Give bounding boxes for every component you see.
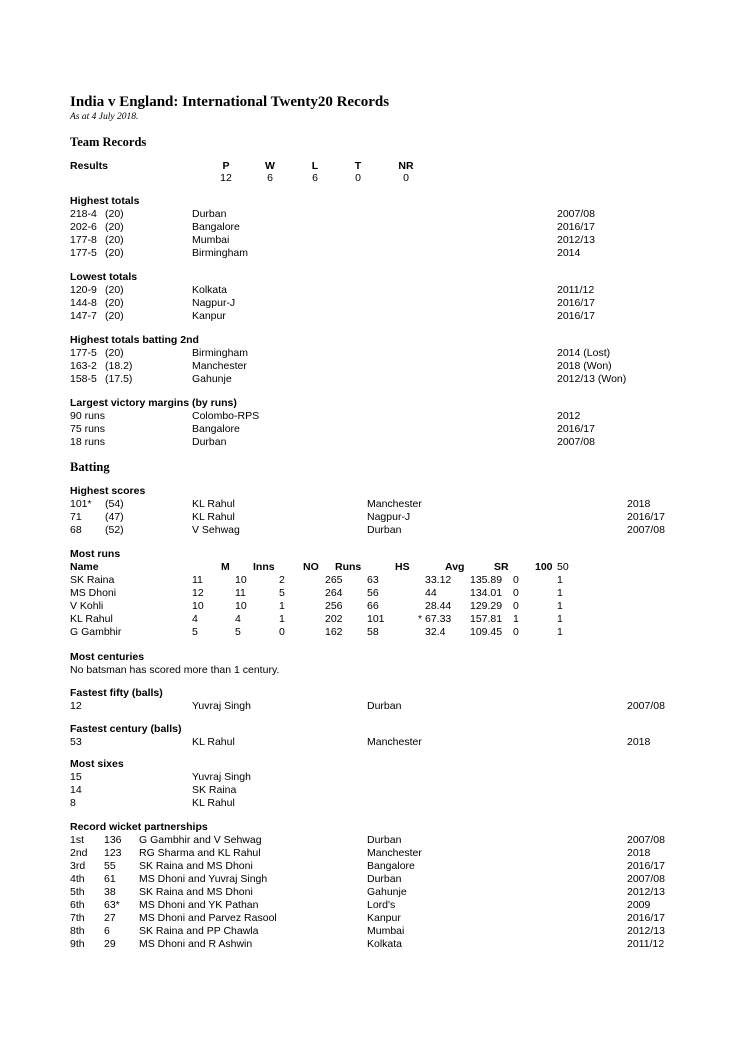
lowest-totals-heading: Lowest totals: [70, 271, 138, 283]
results-col-t: T: [354, 160, 362, 172]
venue: Colombo-RPS: [192, 410, 260, 422]
score: 68: [70, 524, 82, 536]
results-value-t: 0: [355, 172, 361, 184]
col-hs: HS: [395, 561, 410, 573]
season: 2012/13: [627, 925, 665, 937]
cell-inns: 4: [235, 613, 241, 625]
balls: (52): [105, 524, 124, 536]
results-value-nr: 0: [403, 172, 409, 184]
results-value-l: 6: [312, 172, 318, 184]
cell-inns: 10: [235, 574, 247, 586]
cell-inns: 5: [235, 626, 241, 638]
margin: 18 runs: [70, 436, 106, 448]
pair: MS Dhoni and YK Pathan: [139, 899, 259, 911]
overs: (20): [105, 247, 124, 259]
season: 2012/13 (Won): [557, 373, 627, 385]
venue: Durban: [192, 436, 227, 448]
season: 2011/12: [627, 938, 665, 950]
score: 158-5: [70, 373, 97, 385]
season: 2016/17: [557, 297, 595, 309]
pair: SK Raina and MS Dhoni: [139, 860, 253, 872]
balls: 12: [70, 700, 82, 712]
runs: 6: [104, 925, 110, 937]
season: 2018: [627, 736, 651, 748]
cell-100: 0: [513, 587, 519, 599]
player: KL Rahul: [192, 736, 235, 748]
runs: 27: [104, 912, 116, 924]
most-runs-heading: Most runs: [70, 548, 121, 560]
score: 177-8: [70, 234, 97, 246]
cell-m: 10: [192, 600, 204, 612]
season: 2018: [627, 498, 651, 510]
venue: Durban: [192, 208, 227, 220]
count: 8: [70, 797, 76, 809]
overs: (20): [105, 297, 124, 309]
score: 218-4: [70, 208, 97, 220]
venue: Birmingham: [192, 247, 249, 259]
runs: 55: [104, 860, 116, 872]
venue: Nagpur-J: [192, 297, 236, 309]
highest-batting-2nd-heading: Highest totals batting 2nd: [70, 334, 199, 346]
venue: Bangalore: [192, 221, 240, 233]
most-centuries-note: No batsman has scored more than 1 century.: [70, 664, 280, 676]
cell-50: 1: [557, 587, 563, 599]
runs: 61: [104, 873, 116, 885]
cell-name: G Gambhir: [70, 626, 122, 638]
wicket: 4th: [70, 873, 85, 885]
venue: Kolkata: [192, 284, 228, 296]
col-50: 50: [557, 561, 569, 573]
venue: Birmingham: [192, 347, 249, 359]
wicket: 7th: [70, 912, 85, 924]
score: 147-7: [70, 310, 97, 322]
most-sixes-heading: Most sixes: [70, 758, 124, 770]
cell-runs: 265: [325, 574, 343, 586]
overs: (20): [105, 208, 124, 220]
document-title: India v England: International Twenty20 Records: [70, 94, 390, 110]
runs: 123: [104, 847, 122, 859]
wicket: 5th: [70, 886, 85, 898]
cell-runs: 162: [325, 626, 343, 638]
venue: Durban: [367, 524, 402, 536]
runs: 29: [104, 938, 116, 950]
venue: Kanpur: [367, 912, 401, 924]
cell-no: 1: [279, 613, 285, 625]
results-col-nr: NR: [398, 160, 414, 172]
wicket: 1st: [70, 834, 85, 846]
cell-100: 1: [513, 613, 519, 625]
team-records-heading: Team Records: [70, 135, 147, 149]
balls: (47): [105, 511, 124, 523]
cell-hs: 63: [367, 574, 379, 586]
season: 2014: [557, 247, 581, 259]
pair: MS Dhoni and R Ashwin: [139, 938, 253, 950]
venue: Manchester: [192, 360, 247, 372]
results-col-l: L: [311, 160, 319, 172]
cell-no: 2: [279, 574, 285, 586]
results-value-w: 6: [267, 172, 273, 184]
wicket: 3rd: [70, 860, 86, 872]
season: 2016/17: [627, 860, 665, 872]
season: 2007/08: [627, 524, 665, 536]
cell-runs: 264: [325, 587, 343, 599]
season: 2016/17: [557, 310, 595, 322]
player: KL Rahul: [192, 511, 235, 523]
results-col-w: W: [265, 160, 275, 172]
cell-avg: 32.4: [425, 626, 446, 638]
score: 71: [70, 511, 82, 523]
venue: Manchester: [367, 847, 422, 859]
count: 15: [70, 771, 82, 783]
venue: Lord's: [367, 899, 396, 911]
cell-sr: 157.81: [470, 613, 503, 625]
results-col-p: P: [222, 160, 230, 172]
score: 163-2: [70, 360, 97, 372]
cell-hs: 101: [367, 613, 385, 625]
overs: (20): [105, 310, 124, 322]
partnerships-heading: Record wicket partnerships: [70, 821, 208, 833]
cell-m: 5: [192, 626, 198, 638]
runs: 38: [104, 886, 116, 898]
venue: Nagpur-J: [367, 511, 411, 523]
pair: G Gambhir and V Sehwag: [139, 834, 262, 846]
cell-name: SK Raina: [70, 574, 115, 586]
season: 2016/17: [557, 221, 595, 233]
score: 101*: [70, 498, 92, 510]
count: 14: [70, 784, 82, 796]
balls: 53: [70, 736, 82, 748]
score: 177-5: [70, 247, 97, 259]
cell-m: 4: [192, 613, 198, 625]
col-no: NO: [303, 561, 319, 573]
results-label: Results: [70, 160, 108, 172]
results-value-p: 12: [220, 172, 232, 184]
venue: Kanpur: [192, 310, 226, 322]
runs: 63*: [104, 899, 120, 911]
cell-no: 1: [279, 600, 285, 612]
cell-hs: 58: [367, 626, 379, 638]
runs: 136: [104, 834, 122, 846]
cell-no: 5: [279, 587, 285, 599]
venue: Manchester: [367, 498, 422, 510]
cell-avg: 28.44: [425, 600, 452, 612]
venue: Mumbai: [192, 234, 230, 246]
cell-sr: 135.89: [470, 574, 503, 586]
overs: (20): [105, 347, 124, 359]
score: 120-9: [70, 284, 97, 296]
cell-runs: 256: [325, 600, 343, 612]
highest-totals-heading: Highest totals: [70, 195, 140, 207]
cell-no: 0: [279, 626, 285, 638]
document-subtitle: As at 4 July 2018.: [70, 112, 139, 122]
batting-heading: Batting: [70, 460, 110, 474]
venue: Mumbai: [367, 925, 405, 937]
pair: SK Raina and PP Chawla: [139, 925, 259, 937]
col-avg: Avg: [445, 561, 465, 573]
wicket: 8th: [70, 925, 85, 937]
venue: Manchester: [367, 736, 422, 748]
season: 2018: [627, 847, 651, 859]
score: 144-8: [70, 297, 97, 309]
cell-50: 1: [557, 574, 563, 586]
cell-m: 12: [192, 587, 204, 599]
season: 2016/17: [557, 423, 595, 435]
cell-avg: 67.33: [425, 613, 452, 625]
fastest-century-heading: Fastest century (balls): [70, 723, 182, 735]
player: V Sehwag: [192, 524, 240, 536]
pair: SK Raina and MS Dhoni: [139, 886, 253, 898]
season: 2012: [557, 410, 581, 422]
cell-100: 0: [513, 574, 519, 586]
season: 2011/12: [557, 284, 595, 296]
fastest-fifty-heading: Fastest fifty (balls): [70, 687, 163, 699]
cell-avg: 44: [425, 587, 437, 599]
season: 2009: [627, 899, 651, 911]
col-runs: Runs: [335, 561, 362, 573]
season: 2012/13: [557, 234, 595, 246]
col-inns: Inns: [253, 561, 275, 573]
venue: Bangalore: [367, 860, 415, 872]
col-m: M: [221, 561, 230, 573]
cell-50: 1: [557, 613, 563, 625]
season: 2007/08: [557, 436, 595, 448]
cell-name: KL Rahul: [70, 613, 113, 625]
player: KL Rahul: [192, 797, 235, 809]
largest-margins-heading: Largest victory margins (by runs): [70, 397, 237, 409]
venue: Kolkata: [367, 938, 403, 950]
cell-sr: 129.29: [470, 600, 503, 612]
overs: (17.5): [105, 373, 133, 385]
cell-100: 0: [513, 600, 519, 612]
margin: 75 runs: [70, 423, 106, 435]
overs: (18.2): [105, 360, 133, 372]
cell-m: 11: [192, 574, 203, 586]
cell-sr: 134.01: [470, 587, 503, 599]
overs: (20): [105, 284, 124, 296]
cell-sr: 109.45: [470, 626, 503, 638]
venue: Durban: [367, 834, 402, 846]
season: 2012/13: [627, 886, 665, 898]
overs: (20): [105, 221, 124, 233]
cell-50: 1: [557, 600, 563, 612]
col-100: 100: [535, 561, 553, 573]
venue: Gahunje: [367, 886, 407, 898]
most-centuries-heading: Most centuries: [70, 651, 145, 663]
cell-hs-star: *: [418, 613, 423, 625]
overs: (20): [105, 234, 124, 246]
season: 2007/08: [627, 834, 665, 846]
col-name: Name: [70, 561, 99, 573]
season: 2018 (Won): [557, 360, 612, 372]
cell-name: V Kohli: [70, 600, 104, 612]
player: KL Rahul: [192, 498, 235, 510]
cell-hs: 66: [367, 600, 379, 612]
venue: Bangalore: [192, 423, 240, 435]
col-sr: SR: [494, 561, 509, 573]
season: 2007/08: [557, 208, 595, 220]
highest-scores-heading: Highest scores: [70, 485, 146, 497]
player: Yuvraj Singh: [192, 700, 251, 712]
cell-avg: 33.12: [425, 574, 452, 586]
wicket: 2nd: [70, 847, 88, 859]
player: SK Raina: [192, 784, 237, 796]
cell-50: 1: [557, 626, 563, 638]
season: 2007/08: [627, 700, 665, 712]
pair: MS Dhoni and Parvez Rasool: [139, 912, 277, 924]
cell-hs: 56: [367, 587, 379, 599]
wicket: 9th: [70, 938, 85, 950]
balls: (54): [105, 498, 124, 510]
cell-100: 0: [513, 626, 519, 638]
score: 177-5: [70, 347, 97, 359]
season: 2014 (Lost): [557, 347, 611, 359]
cell-inns: 11: [235, 587, 246, 599]
player: Yuvraj Singh: [192, 771, 251, 783]
pair: RG Sharma and KL Rahul: [139, 847, 261, 859]
score: 202-6: [70, 221, 97, 233]
cell-inns: 10: [235, 600, 247, 612]
wicket: 6th: [70, 899, 85, 911]
cell-name: MS Dhoni: [70, 587, 117, 599]
cell-runs: 202: [325, 613, 343, 625]
season: 2016/17: [627, 511, 665, 523]
margin: 90 runs: [70, 410, 106, 422]
venue: Gahunje: [192, 373, 232, 385]
venue: Durban: [367, 700, 402, 712]
pair: MS Dhoni and Yuvraj Singh: [139, 873, 268, 885]
venue: Durban: [367, 873, 402, 885]
season: 2007/08: [627, 873, 665, 885]
season: 2016/17: [627, 912, 665, 924]
